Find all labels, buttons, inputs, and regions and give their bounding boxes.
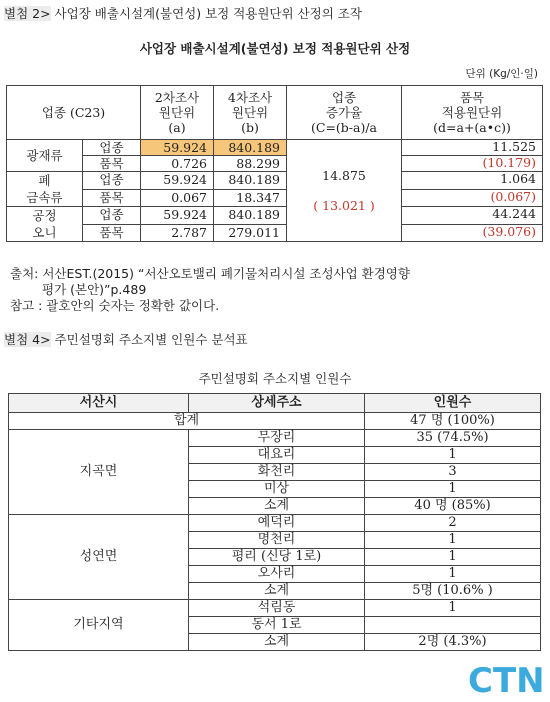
- header-col-d: [402, 86, 543, 140]
- attachment-label: 별첨 4>: [4, 332, 51, 347]
- header-line: 2차조사: [154, 90, 200, 105]
- value-a: 59.924: [141, 172, 214, 190]
- rate-value: 14.875: [322, 167, 366, 183]
- value-b: 840.189: [214, 140, 287, 156]
- table2-title: 주민설명회 주소지별 인원수: [198, 371, 352, 386]
- value-a: 0.726: [141, 156, 214, 172]
- address: 평리 (신당 1로): [189, 549, 365, 566]
- header-line: 4차조사: [227, 90, 273, 105]
- value-a: 59.924: [141, 207, 214, 225]
- address: 대요리: [189, 447, 365, 464]
- total-value: 47 명 (100%): [365, 413, 541, 430]
- d-paren-value: (10.179): [402, 156, 543, 172]
- source-line: 출처: 서산EST.(2015) “서산오토밸리 폐기물처리시설 조성사업 환경영향: [10, 266, 410, 281]
- table1-title: 사업장 배출시설계(불연성) 보정 적용원단위 산정: [139, 41, 411, 56]
- ctn-watermark-logo: [466, 658, 546, 698]
- group-name: [7, 172, 83, 207]
- count: 1: [365, 566, 541, 583]
- total-label: 합계: [9, 413, 365, 430]
- count: [365, 617, 541, 634]
- group-name-line: 폐: [38, 173, 51, 188]
- address: 예덕리: [189, 515, 365, 532]
- table1-unit: 단위 (Kg/인·일): [465, 68, 538, 80]
- value-b: 840.189: [214, 207, 287, 225]
- address: 소계: [189, 634, 365, 651]
- header-line: 품목: [459, 90, 485, 105]
- table-row: [9, 515, 541, 532]
- row-sub: 업종: [83, 140, 141, 156]
- address: 미상: [189, 481, 365, 498]
- header-count: 인원수: [365, 394, 541, 413]
- address: 명천리: [189, 532, 365, 549]
- total-row: [9, 413, 541, 430]
- rate-cell: [287, 140, 402, 242]
- address: 동서 1로: [189, 617, 365, 634]
- row-sub: 업종: [83, 207, 141, 225]
- table-row: [7, 156, 543, 172]
- count: 5명 (10.6% ): [365, 583, 541, 600]
- group-name-line: 공정: [32, 208, 57, 223]
- count: 1: [365, 447, 541, 464]
- row-sub: 품목: [83, 156, 141, 172]
- address: 오사리: [189, 566, 365, 583]
- table2-header-row: [9, 394, 541, 413]
- header-col-b: [214, 86, 287, 140]
- table-row: [9, 600, 541, 617]
- address: 소계: [189, 498, 365, 515]
- d-paren-value: (0.067): [402, 189, 543, 207]
- count: 2: [365, 515, 541, 532]
- header-line: 적용원단위: [441, 105, 503, 120]
- header-line: 원단위: [231, 105, 269, 120]
- table-row: [7, 172, 543, 190]
- attachment-label: 별첨 2>: [4, 6, 51, 21]
- address: 무장리: [189, 430, 365, 447]
- count: 2명 (4.3%): [365, 634, 541, 651]
- value-b: 279.011: [214, 224, 287, 242]
- group-name-line: 금속류: [26, 190, 63, 205]
- header-address: 상세주소: [189, 394, 365, 413]
- header-line: (b): [241, 120, 259, 135]
- header-line: 원단위: [158, 105, 196, 120]
- value-a: 2.787: [141, 224, 214, 242]
- header-line: 업종: [331, 90, 357, 105]
- source-line: 평가 (본안)”p.489: [42, 282, 147, 297]
- region-name: 기타지역: [9, 600, 189, 651]
- row-sub: 품목: [83, 189, 141, 207]
- count: 3: [365, 464, 541, 481]
- count: 1: [365, 600, 541, 617]
- attachment-title: 주민설명회 주소지별 인원수 분석표: [54, 332, 248, 347]
- group-name: [7, 207, 83, 242]
- value-a: 59.924: [141, 140, 214, 156]
- address: 화천리: [189, 464, 365, 481]
- address: 소계: [189, 583, 365, 600]
- table-row: [7, 224, 543, 242]
- attendance-table: [8, 393, 541, 651]
- group-name: 광재류: [7, 140, 83, 172]
- rate-paren-value: ( 13.021 ): [313, 197, 375, 213]
- count: 1: [365, 481, 541, 498]
- header-col-c: [287, 86, 402, 140]
- region-name: 지곡면: [9, 430, 189, 515]
- section-heading-attachment-4: [4, 330, 248, 348]
- region-name: 성연면: [9, 515, 189, 600]
- count: 1: [365, 532, 541, 549]
- watermark-text: CTN: [468, 661, 545, 698]
- table-row: [9, 430, 541, 447]
- d-value: 11.525: [402, 140, 543, 156]
- d-paren-value: (39.076): [402, 224, 543, 242]
- address: 석림동: [189, 600, 365, 617]
- count: 35 (74.5%): [365, 430, 541, 447]
- table-row: [7, 207, 543, 225]
- unit-rate-table: [6, 85, 543, 242]
- header-line: (d=a+(a•c)): [433, 120, 511, 135]
- value-b: 18.347: [214, 189, 287, 207]
- header-line: (a): [168, 120, 186, 135]
- reference-note: 참고 : 괄호안의 숫자는 정확한 값이다.: [10, 298, 220, 313]
- table-row: [7, 189, 543, 207]
- header-line: (C=(b-a)/a: [311, 120, 378, 135]
- attachment-title: 사업장 배출시설계(불연성) 보정 적용원단위 산정의 조작: [54, 6, 362, 21]
- row-sub: 품목: [83, 224, 141, 242]
- section-heading-attachment-2: [4, 4, 362, 22]
- header-industry: 업종 (C23): [7, 86, 141, 140]
- header-city: 서산시: [9, 394, 189, 413]
- header-line: 증가율: [325, 105, 363, 120]
- value-b: 840.189: [214, 172, 287, 190]
- source-note: [10, 266, 410, 298]
- table1-header-row: [7, 86, 543, 140]
- count: 40 명 (85%): [365, 498, 541, 515]
- count: 1: [365, 549, 541, 566]
- header-col-a: [141, 86, 214, 140]
- table-row: [7, 140, 543, 156]
- d-value: 44.244: [402, 207, 543, 225]
- group-name-line: 오니: [32, 225, 57, 240]
- value-a: 0.067: [141, 189, 214, 207]
- value-b: 88.299: [214, 156, 287, 172]
- row-sub: 업종: [83, 172, 141, 190]
- d-value: 1.064: [402, 172, 543, 190]
